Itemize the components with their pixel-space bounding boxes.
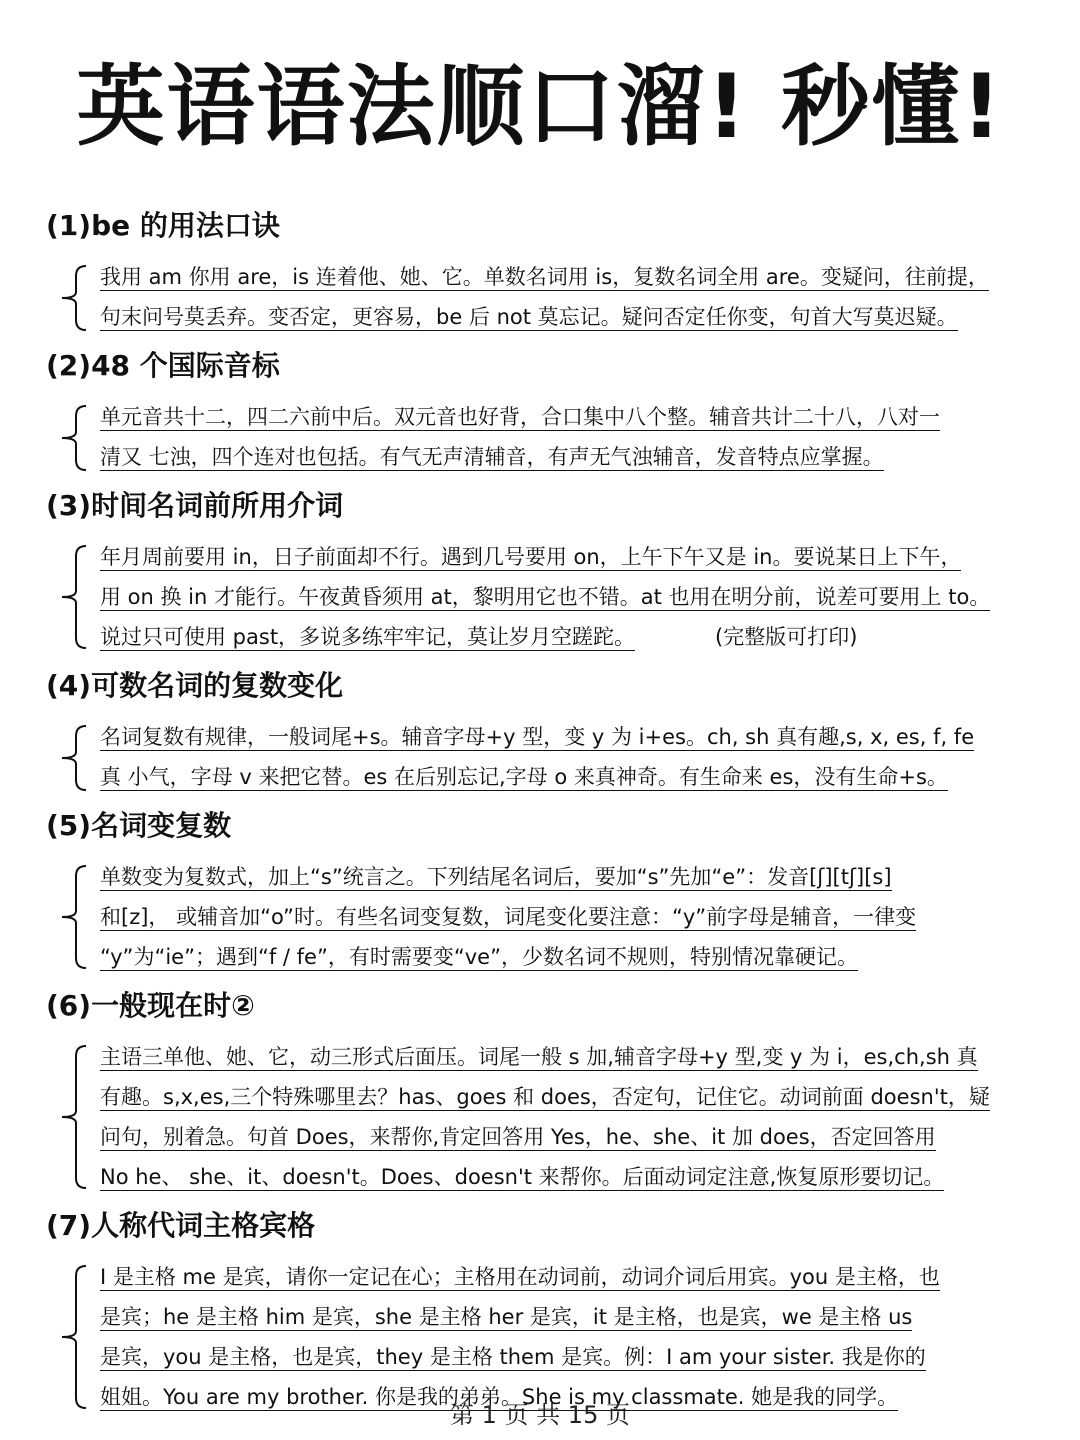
- text-line: 有趣。s,x,es,三个特殊哪里去？has、goes 和 does，否定句，记住它。动词前面 doesn't，疑: [100, 1085, 990, 1109]
- text-line: 问句，别着急。句首 Does，来帮你,肯定回答用 Yes，he、she、it 加 does，否定回答用: [100, 1125, 936, 1149]
- text-line: 清又 七浊，四个连对也包括。有气无声清辅音，有声无气浊辅音，发音特点应掌握。: [100, 445, 884, 469]
- brace-icon: [58, 1264, 88, 1410]
- text-line: I 是主格 me 是宾，请你一定记在心；主格用在动词前，动词介词后用宾。you 是主格，也: [100, 1265, 940, 1289]
- brace-icon: [58, 404, 88, 472]
- section-heading: (2)48 个国际音标: [46, 349, 280, 382]
- page-number: 第 1 页 共 15 页: [450, 1401, 630, 1429]
- section-heading: (1)be 的用法口诀: [46, 209, 280, 242]
- text-line: 说过只可使用 past，多说多练牢牢记，莫让岁月空蹉跎。 (完整版可打印): [100, 625, 858, 649]
- text-line: 用 on 换 in 才能行。午夜黄昏须用 at，黎明用它也不错。at 也用在明分前，说差可要用上 to。: [100, 585, 991, 609]
- text-line: 是宾，you 是主格，也是宾，they 是主格 them 是宾。例：I am your sister. 我是你的: [100, 1345, 926, 1369]
- text-line: 真 小气，字母 v 来把它替。es 在后别忘记,字母 o 来真神奇。有生命来 es，没有生命+s。: [100, 765, 948, 789]
- brace-icon: [58, 724, 88, 792]
- text-line: 和[z]， 或辅音加“o”时。有些名词变复数，词尾变化要注意：“y”前字母是辅音，一律变: [100, 905, 917, 929]
- section-heading: (5)名词变复数: [46, 809, 232, 842]
- brace-icon: [58, 1044, 88, 1190]
- section-heading: (3)时间名词前所用介词: [46, 489, 344, 522]
- brace-icon: [58, 864, 88, 970]
- text-line: 是宾；he 是主格 him 是宾，she 是主格 her 是宾，it 是主格，也是宾，we 是主格 us: [100, 1305, 913, 1329]
- text-line: 姐姐。You are my brother. 你是我的弟弟。She is my classmate. 她是我的同学。: [100, 1385, 899, 1409]
- text-line: 名词复数有规律，一般词尾+s。辅音字母+y 型，变 y 为 i+es。ch, sh 真有趣,s, x, es, f, fe: [100, 725, 975, 749]
- text-line: 年月周前要用 in，日子前面却不行。遇到几号要用 on，上午下午又是 in。要说某日上下午，: [100, 545, 962, 569]
- section-heading: (4)可数名词的复数变化: [46, 669, 344, 702]
- text-line: 句末问号莫丢弃。变否定，更容易，be 后 not 莫忘记。疑问否定任你变，句首大写莫迟疑。: [100, 305, 958, 329]
- text-line: 单数变为复数式，加上“s”统言之。下列结尾名词后，要加“s”先加“e”：发音[ʃ][tʃ][s]: [100, 865, 892, 889]
- print-note: (完整版可打印): [715, 625, 858, 649]
- brace-icon: [58, 264, 88, 332]
- text-line: 我用 am 你用 are，is 连着他、她、它。单数名词用 is，复数名词全用 are。变疑问，往前提，: [100, 265, 989, 289]
- section-heading: (6)一般现在时②: [46, 989, 255, 1022]
- text-line: “y”为“ie”；遇到“f / fe”，有时需要变“ve”，少数名词不规则，特别情况靠硬记。: [100, 945, 858, 969]
- brace-icon: [58, 544, 88, 650]
- text-line: No he、 she、it、doesn't。Does、doesn't 来帮你。后面动词定注意,恢复原形要切记。: [100, 1165, 945, 1189]
- text-line: 单元音共十二，四二六前中后。双元音也好背，合口集中八个整。辅音共计二十八，八对一: [100, 405, 940, 429]
- section-heading: (7)人称代词主格宾格: [46, 1209, 316, 1242]
- text-line: 主语三单他、她、它，动三形式后面压。词尾一般 s 加,辅音字母+y 型,变 y 为 i，es,ch,sh 真: [100, 1045, 978, 1069]
- page-title: 英语语法顺口溜! 秒懂!: [76, 55, 1004, 158]
